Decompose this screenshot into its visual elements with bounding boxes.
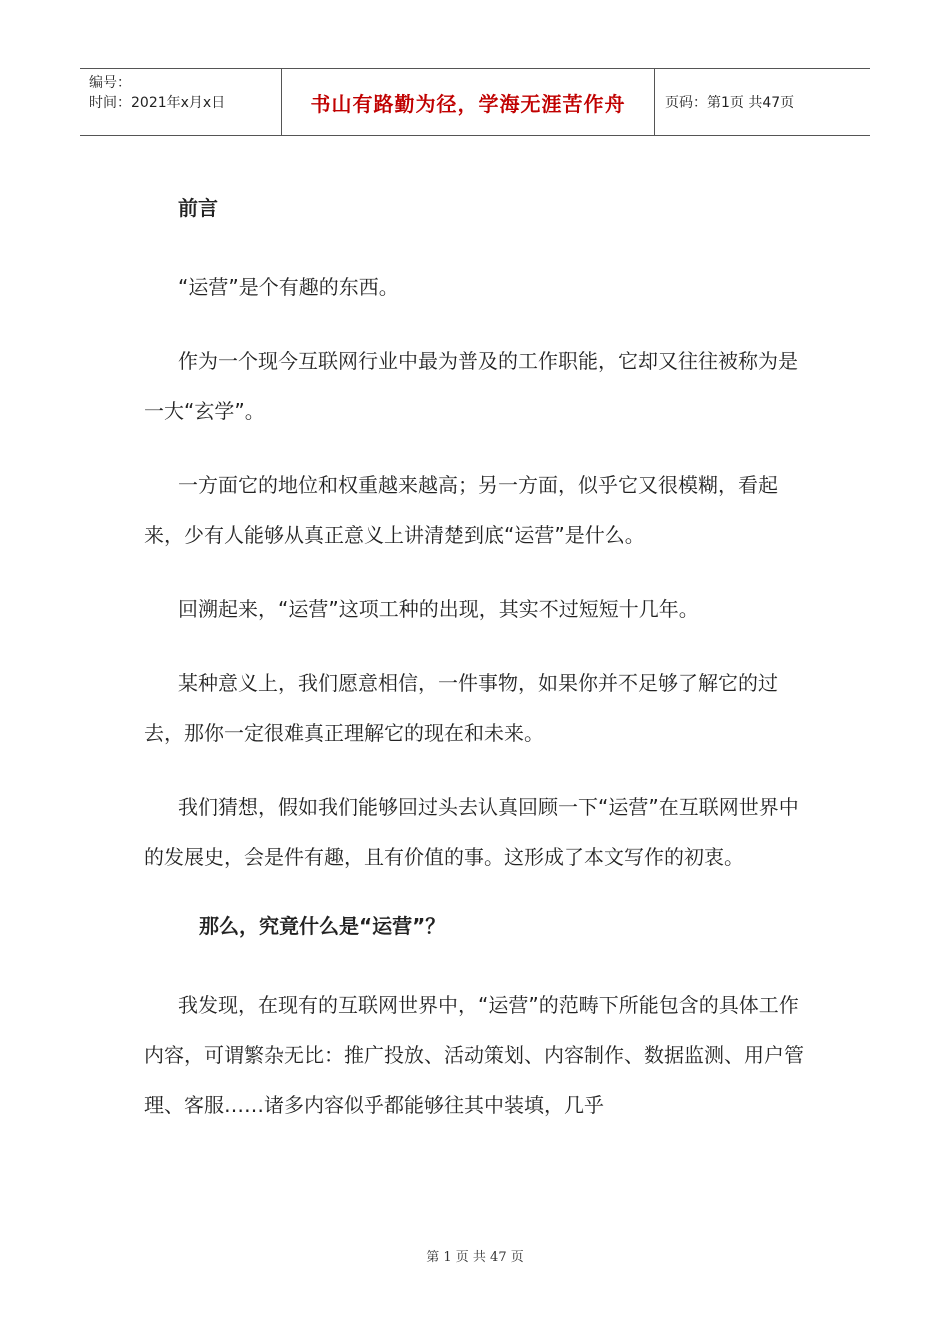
header-meta-cell <box>80 69 282 135</box>
time-label: 时间：2021年x月x日 <box>89 95 226 111</box>
paragraph: 我们猜想，假如我们能够回过头去认真回顾一下“运营”在互联网世界中的发展史，会是件有趣，且有价值的事。这形成了本文写作的初衷。 <box>144 795 799 869</box>
paragraph: 一方面它的地位和权重越来越高；另一方面，似乎它又很模糊，看起来，少有人能够从真正意义上讲清楚到底“运营”是什么。 <box>144 473 778 547</box>
section-heading-question: 那么，究竟什么是“运营”？ <box>199 914 446 938</box>
header-table <box>80 68 870 136</box>
document-body <box>144 188 804 1154</box>
header-page-cell <box>655 69 870 135</box>
paragraph: 我发现，在现有的互联网世界中，“运营”的范畴下所能包含的具体工作内容，可谓繁杂无比：推广投放、活动策划、内容制作、数据监测、用户管理、客服……诸多内容似乎都能够往其中装填，几乎 <box>144 993 804 1117</box>
paragraph: 回溯起来，“运营”这项工种的出现，其实不过短短十几年。 <box>178 597 699 621</box>
page-footer: 第 1 页 共 47 页 <box>426 1250 524 1265</box>
section-heading-preface: 前言 <box>178 196 218 220</box>
paragraph: 某种意义上，我们愿意相信，一件事物，如果你并不足够了解它的过去，那你一定很难真正理解它的现在和未来。 <box>144 671 778 745</box>
header-page-info: 页码：第1页 共47页 <box>665 95 795 111</box>
number-label: 编号： <box>89 75 131 91</box>
paragraph: “运营”是个有趣的东西。 <box>178 275 399 299</box>
header-motto-cell <box>282 69 655 135</box>
motto: 书山有路勤为径，学海无涯苦作舟 <box>310 91 626 116</box>
paragraph: 作为一个现今互联网行业中最为普及的工作职能，它却又往往被称为是一大“玄学”。 <box>144 349 798 423</box>
